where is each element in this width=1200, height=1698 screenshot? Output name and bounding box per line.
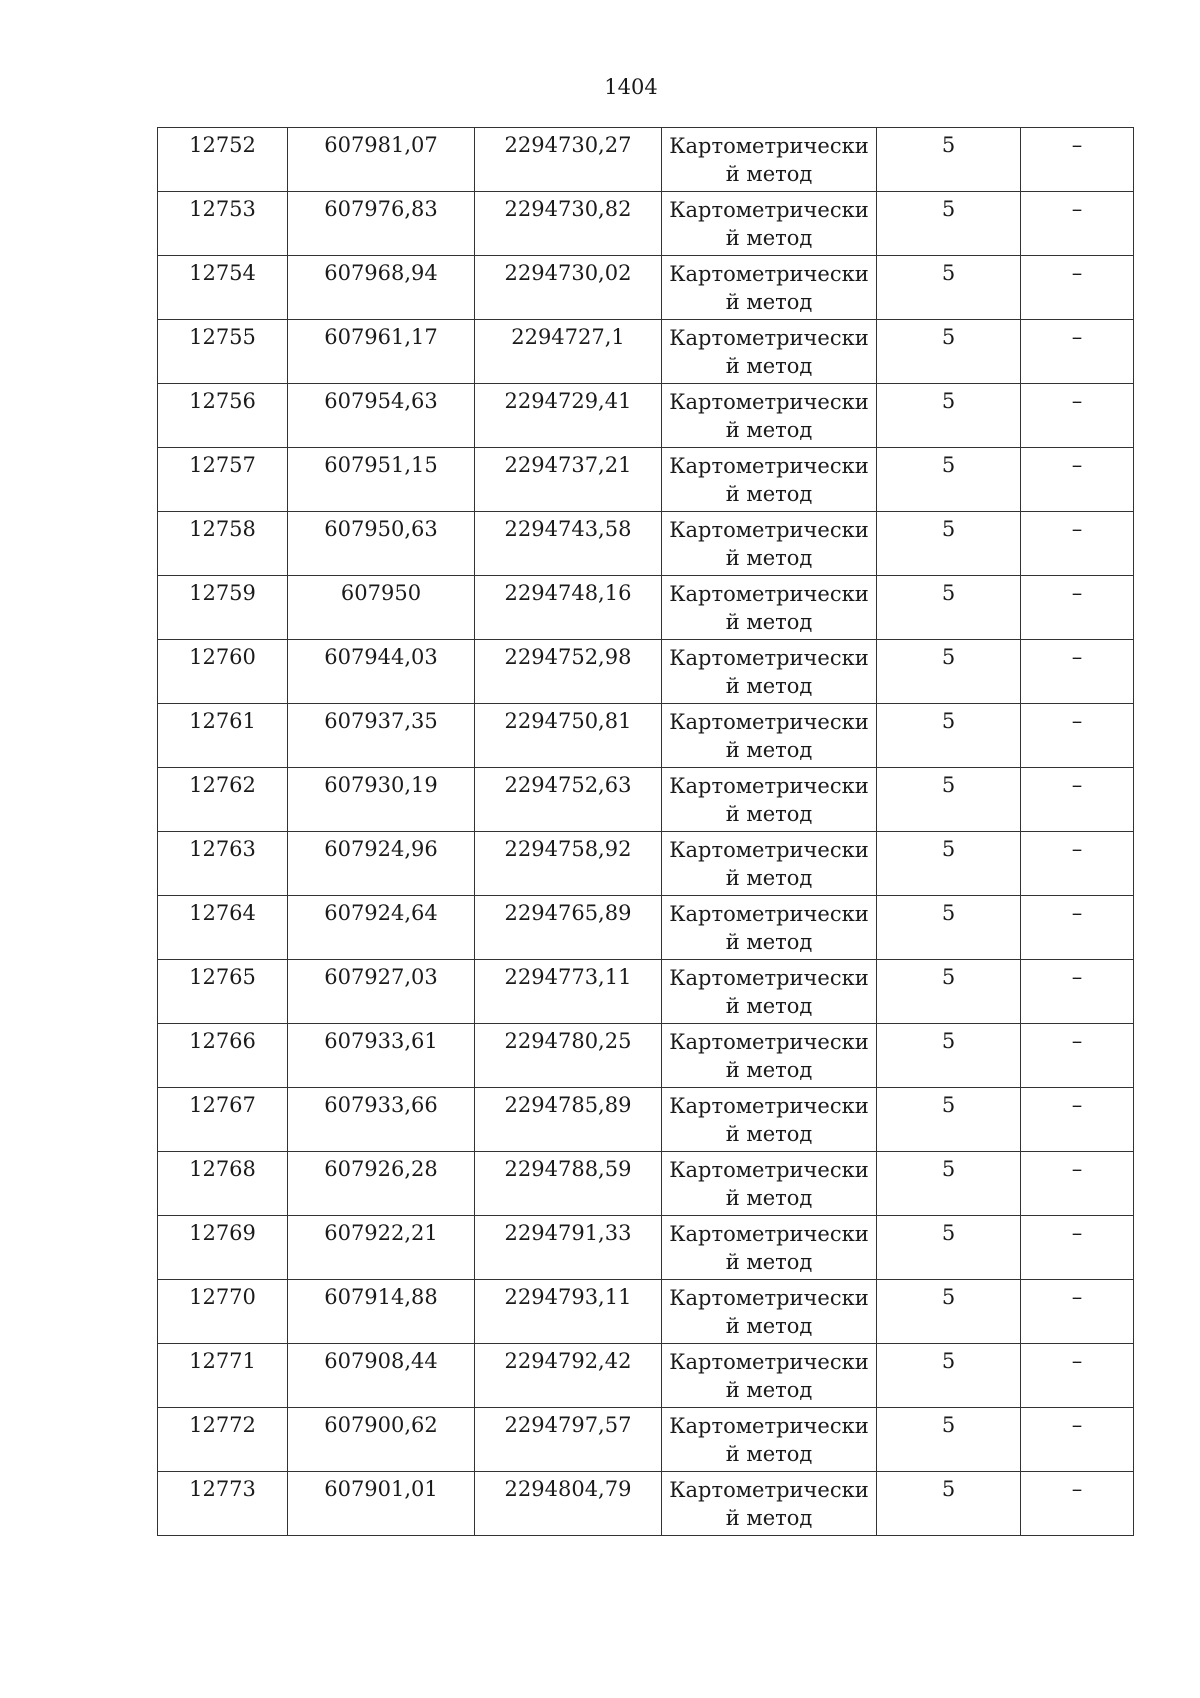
- point-number-cell: [158, 1472, 288, 1536]
- table-row: [158, 1408, 1134, 1472]
- note-cell-text: –: [1071, 1157, 1083, 1181]
- point-number-cell: [158, 256, 288, 320]
- note-cell: [1021, 896, 1134, 960]
- y-coordinate-cell-text: 2294752,98: [504, 645, 632, 669]
- point-number-cell: [158, 768, 288, 832]
- accuracy-cell-text: 5: [941, 645, 956, 669]
- note-cell-text: –: [1071, 965, 1083, 989]
- note-cell: [1021, 768, 1134, 832]
- method-cell-text: Картометрически й метод: [669, 518, 869, 570]
- table-row: [158, 1024, 1134, 1088]
- accuracy-cell-text: 5: [941, 901, 956, 925]
- note-cell: [1021, 320, 1134, 384]
- method-cell: [662, 512, 877, 576]
- note-cell: [1021, 960, 1134, 1024]
- x-coordinate-cell: [288, 896, 475, 960]
- method-cell-text: Картометрически й метод: [669, 262, 869, 314]
- method-cell-text: Картометрически й метод: [669, 966, 869, 1018]
- note-cell-text: –: [1071, 389, 1083, 413]
- table-row: [158, 320, 1134, 384]
- method-cell: [662, 1024, 877, 1088]
- coordinates-table: [157, 127, 1134, 1536]
- y-coordinate-cell: [475, 704, 662, 768]
- y-coordinate-cell: [475, 256, 662, 320]
- point-number-cell: [158, 1088, 288, 1152]
- accuracy-cell: [877, 576, 1021, 640]
- y-coordinate-cell-text: 2294792,42: [504, 1349, 632, 1373]
- point-number-cell: [158, 1408, 288, 1472]
- point-number-cell: [158, 1152, 288, 1216]
- y-coordinate-cell-text: 2294743,58: [504, 517, 632, 541]
- method-cell: [662, 960, 877, 1024]
- table-row: [158, 1088, 1134, 1152]
- note-cell: [1021, 1344, 1134, 1408]
- accuracy-cell-text: 5: [941, 1093, 956, 1117]
- accuracy-cell: [877, 256, 1021, 320]
- note-cell-text: –: [1071, 517, 1083, 541]
- table-row: [158, 256, 1134, 320]
- x-coordinate-cell-text: 607900,62: [324, 1413, 438, 1437]
- table-row: [158, 1344, 1134, 1408]
- accuracy-cell: [877, 1088, 1021, 1152]
- accuracy-cell-text: 5: [941, 1221, 956, 1245]
- point-number-cell-text: 12758: [189, 517, 256, 541]
- y-coordinate-cell-text: 2294791,33: [504, 1221, 632, 1245]
- x-coordinate-cell: [288, 1024, 475, 1088]
- y-coordinate-cell: [475, 896, 662, 960]
- x-coordinate-cell-text: 607926,28: [324, 1157, 438, 1181]
- note-cell-text: –: [1071, 837, 1083, 861]
- y-coordinate-cell: [475, 640, 662, 704]
- y-coordinate-cell-text: 2294748,16: [504, 581, 632, 605]
- point-number-cell: [158, 1344, 288, 1408]
- method-cell-text: Картометрически й метод: [669, 582, 869, 634]
- y-coordinate-cell-text: 2294780,25: [504, 1029, 632, 1053]
- y-coordinate-cell-text: 2294730,27: [504, 133, 632, 157]
- table-row: [158, 960, 1134, 1024]
- method-cell-text: Картометрически й метод: [669, 1478, 869, 1530]
- x-coordinate-cell: [288, 512, 475, 576]
- note-cell: [1021, 192, 1134, 256]
- note-cell-text: –: [1071, 1221, 1083, 1245]
- method-cell-text: Картометрически й метод: [669, 838, 869, 890]
- point-number-cell-text: 12762: [189, 773, 256, 797]
- x-coordinate-cell-text: 607933,61: [324, 1029, 438, 1053]
- accuracy-cell-text: 5: [941, 1029, 956, 1053]
- accuracy-cell-text: 5: [941, 1413, 956, 1437]
- x-coordinate-cell: [288, 448, 475, 512]
- point-number-cell: [158, 128, 288, 192]
- note-cell: [1021, 1088, 1134, 1152]
- point-number-cell: [158, 896, 288, 960]
- note-cell-text: –: [1071, 261, 1083, 285]
- point-number-cell-text: 12766: [189, 1029, 256, 1053]
- y-coordinate-cell-text: 2294727,1: [511, 325, 625, 349]
- method-cell-text: Картометрически й метод: [669, 1158, 869, 1210]
- method-cell-text: Картометрически й метод: [669, 198, 869, 250]
- accuracy-cell: [877, 1152, 1021, 1216]
- x-coordinate-cell: [288, 128, 475, 192]
- method-cell-text: Картометрически й метод: [669, 1030, 869, 1082]
- y-coordinate-cell: [475, 1472, 662, 1536]
- table-row: [158, 1152, 1134, 1216]
- table-row: [158, 448, 1134, 512]
- table-row: [158, 1216, 1134, 1280]
- note-cell-text: –: [1071, 1093, 1083, 1117]
- method-cell: [662, 1216, 877, 1280]
- point-number-cell: [158, 448, 288, 512]
- x-coordinate-cell-text: 607922,21: [324, 1221, 438, 1245]
- method-cell: [662, 832, 877, 896]
- method-cell-text: Картометрически й метод: [669, 390, 869, 442]
- accuracy-cell: [877, 1024, 1021, 1088]
- accuracy-cell-text: 5: [941, 453, 956, 477]
- y-coordinate-cell-text: 2294730,02: [504, 261, 632, 285]
- accuracy-cell-text: 5: [941, 389, 956, 413]
- x-coordinate-cell: [288, 320, 475, 384]
- point-number-cell-text: 12763: [189, 837, 256, 861]
- x-coordinate-cell-text: 607908,44: [324, 1349, 438, 1373]
- note-cell: [1021, 640, 1134, 704]
- point-number-cell-text: 12753: [189, 197, 256, 221]
- point-number-cell-text: 12765: [189, 965, 256, 989]
- accuracy-cell-text: 5: [941, 581, 956, 605]
- point-number-cell-text: 12767: [189, 1093, 256, 1117]
- method-cell-text: Картометрически й метод: [669, 902, 869, 954]
- x-coordinate-cell-text: 607968,94: [324, 261, 438, 285]
- note-cell-text: –: [1071, 1285, 1083, 1309]
- method-cell: [662, 576, 877, 640]
- x-coordinate-cell-text: 607924,96: [324, 837, 438, 861]
- y-coordinate-cell-text: 2294737,21: [504, 453, 632, 477]
- table-row: [158, 576, 1134, 640]
- note-cell: [1021, 1408, 1134, 1472]
- note-cell: [1021, 704, 1134, 768]
- y-coordinate-cell: [475, 512, 662, 576]
- note-cell: [1021, 1024, 1134, 1088]
- accuracy-cell-text: 5: [941, 1285, 956, 1309]
- accuracy-cell: [877, 832, 1021, 896]
- note-cell-text: –: [1071, 645, 1083, 669]
- x-coordinate-cell: [288, 1088, 475, 1152]
- note-cell: [1021, 1472, 1134, 1536]
- y-coordinate-cell-text: 2294752,63: [504, 773, 632, 797]
- accuracy-cell-text: 5: [941, 517, 956, 541]
- x-coordinate-cell-text: 607927,03: [324, 965, 438, 989]
- method-cell-text: Картометрически й метод: [669, 774, 869, 826]
- x-coordinate-cell: [288, 832, 475, 896]
- point-number-cell-text: 12773: [189, 1477, 256, 1501]
- point-number-cell-text: 12769: [189, 1221, 256, 1245]
- accuracy-cell: [877, 192, 1021, 256]
- accuracy-cell: [877, 320, 1021, 384]
- method-cell-text: Картометрически й метод: [669, 710, 869, 762]
- table-row: [158, 192, 1134, 256]
- point-number-cell-text: 12759: [189, 581, 256, 605]
- table-row: [158, 704, 1134, 768]
- y-coordinate-cell-text: 2294773,11: [504, 965, 632, 989]
- point-number-cell: [158, 1280, 288, 1344]
- point-number-cell: [158, 1024, 288, 1088]
- x-coordinate-cell: [288, 1152, 475, 1216]
- note-cell: [1021, 832, 1134, 896]
- page-number: 1404: [604, 75, 658, 99]
- table-row: [158, 896, 1134, 960]
- table-row: [158, 128, 1134, 192]
- point-number-cell-text: 12768: [189, 1157, 256, 1181]
- y-coordinate-cell: [475, 128, 662, 192]
- note-cell-text: –: [1071, 1029, 1083, 1053]
- method-cell-text: Картометрически й метод: [669, 1222, 869, 1274]
- x-coordinate-cell-text: 607914,88: [324, 1285, 438, 1309]
- y-coordinate-cell: [475, 1088, 662, 1152]
- x-coordinate-cell-text: 607961,17: [324, 325, 438, 349]
- note-cell: [1021, 448, 1134, 512]
- x-coordinate-cell: [288, 1344, 475, 1408]
- y-coordinate-cell: [475, 576, 662, 640]
- method-cell-text: Картометрически й метод: [669, 1414, 869, 1466]
- x-coordinate-cell: [288, 576, 475, 640]
- point-number-cell: [158, 640, 288, 704]
- method-cell: [662, 192, 877, 256]
- y-coordinate-cell-text: 2294788,59: [504, 1157, 632, 1181]
- point-number-cell-text: 12754: [189, 261, 256, 285]
- point-number-cell-text: 12755: [189, 325, 256, 349]
- coordinates-table-body: [158, 128, 1134, 1536]
- method-cell-text: Картометрически й метод: [669, 1350, 869, 1402]
- note-cell-text: –: [1071, 709, 1083, 733]
- x-coordinate-cell: [288, 768, 475, 832]
- x-coordinate-cell-text: 607954,63: [324, 389, 438, 413]
- x-coordinate-cell: [288, 1280, 475, 1344]
- point-number-cell: [158, 704, 288, 768]
- x-coordinate-cell: [288, 960, 475, 1024]
- accuracy-cell-text: 5: [941, 133, 956, 157]
- y-coordinate-cell: [475, 1216, 662, 1280]
- accuracy-cell-text: 5: [941, 837, 956, 861]
- table-row: [158, 640, 1134, 704]
- point-number-cell: [158, 384, 288, 448]
- accuracy-cell: [877, 1344, 1021, 1408]
- method-cell: [662, 448, 877, 512]
- y-coordinate-cell-text: 2294797,57: [504, 1413, 632, 1437]
- point-number-cell-text: 12770: [189, 1285, 256, 1309]
- y-coordinate-cell-text: 2294729,41: [504, 389, 632, 413]
- method-cell-text: Картометрически й метод: [669, 1094, 869, 1146]
- method-cell: [662, 1280, 877, 1344]
- y-coordinate-cell: [475, 1152, 662, 1216]
- note-cell: [1021, 1152, 1134, 1216]
- note-cell: [1021, 1216, 1134, 1280]
- x-coordinate-cell-text: 607950,63: [324, 517, 438, 541]
- note-cell-text: –: [1071, 901, 1083, 925]
- method-cell-text: Картометрически й метод: [669, 326, 869, 378]
- method-cell: [662, 768, 877, 832]
- y-coordinate-cell: [475, 1280, 662, 1344]
- method-cell: [662, 704, 877, 768]
- method-cell: [662, 256, 877, 320]
- note-cell: [1021, 256, 1134, 320]
- note-cell: [1021, 512, 1134, 576]
- y-coordinate-cell: [475, 448, 662, 512]
- point-number-cell-text: 12756: [189, 389, 256, 413]
- note-cell-text: –: [1071, 773, 1083, 797]
- y-coordinate-cell-text: 2294730,82: [504, 197, 632, 221]
- x-coordinate-cell: [288, 192, 475, 256]
- x-coordinate-cell-text: 607976,83: [324, 197, 438, 221]
- y-coordinate-cell: [475, 1408, 662, 1472]
- note-cell: [1021, 576, 1134, 640]
- note-cell-text: –: [1071, 1477, 1083, 1501]
- method-cell: [662, 320, 877, 384]
- note-cell: [1021, 384, 1134, 448]
- x-coordinate-cell-text: 607944,03: [324, 645, 438, 669]
- y-coordinate-cell: [475, 832, 662, 896]
- method-cell: [662, 128, 877, 192]
- note-cell-text: –: [1071, 133, 1083, 157]
- x-coordinate-cell: [288, 384, 475, 448]
- table-row: [158, 1472, 1134, 1536]
- y-coordinate-cell: [475, 1024, 662, 1088]
- note-cell-text: –: [1071, 197, 1083, 221]
- point-number-cell-text: 12760: [189, 645, 256, 669]
- point-number-cell: [158, 512, 288, 576]
- y-coordinate-cell: [475, 320, 662, 384]
- method-cell-text: Картометрически й метод: [669, 454, 869, 506]
- x-coordinate-cell: [288, 704, 475, 768]
- note-cell-text: –: [1071, 581, 1083, 605]
- accuracy-cell: [877, 1472, 1021, 1536]
- y-coordinate-cell-text: 2294785,89: [504, 1093, 632, 1117]
- y-coordinate-cell-text: 2294793,11: [504, 1285, 632, 1309]
- note-cell-text: –: [1071, 1349, 1083, 1373]
- accuracy-cell: [877, 1216, 1021, 1280]
- x-coordinate-cell-text: 607981,07: [324, 133, 438, 157]
- x-coordinate-cell: [288, 1408, 475, 1472]
- accuracy-cell-text: 5: [941, 1349, 956, 1373]
- accuracy-cell-text: 5: [941, 197, 956, 221]
- x-coordinate-cell-text: 607901,01: [324, 1477, 438, 1501]
- accuracy-cell-text: 5: [941, 1157, 956, 1181]
- method-cell: [662, 1088, 877, 1152]
- y-coordinate-cell-text: 2294758,92: [504, 837, 632, 861]
- accuracy-cell-text: 5: [941, 773, 956, 797]
- point-number-cell-text: 12764: [189, 901, 256, 925]
- note-cell-text: –: [1071, 453, 1083, 477]
- y-coordinate-cell-text: 2294750,81: [504, 709, 632, 733]
- accuracy-cell: [877, 640, 1021, 704]
- method-cell: [662, 1344, 877, 1408]
- x-coordinate-cell-text: 607924,64: [324, 901, 438, 925]
- method-cell: [662, 896, 877, 960]
- x-coordinate-cell-text: 607930,19: [324, 773, 438, 797]
- y-coordinate-cell-text: 2294765,89: [504, 901, 632, 925]
- y-coordinate-cell: [475, 1344, 662, 1408]
- point-number-cell-text: 12761: [189, 709, 256, 733]
- point-number-cell-text: 12771: [189, 1349, 256, 1373]
- point-number-cell: [158, 832, 288, 896]
- y-coordinate-cell-text: 2294804,79: [504, 1477, 632, 1501]
- note-cell: [1021, 128, 1134, 192]
- method-cell-text: Картометрически й метод: [669, 646, 869, 698]
- accuracy-cell-text: 5: [941, 1477, 956, 1501]
- table-row: [158, 1280, 1134, 1344]
- accuracy-cell: [877, 896, 1021, 960]
- point-number-cell-text: 12752: [189, 133, 256, 157]
- x-coordinate-cell-text: 607937,35: [324, 709, 438, 733]
- x-coordinate-cell-text: 607951,15: [324, 453, 438, 477]
- note-cell: [1021, 1280, 1134, 1344]
- point-number-cell: [158, 320, 288, 384]
- point-number-cell-text: 12772: [189, 1413, 256, 1437]
- point-number-cell: [158, 192, 288, 256]
- y-coordinate-cell: [475, 192, 662, 256]
- y-coordinate-cell: [475, 384, 662, 448]
- x-coordinate-cell-text: 607950: [340, 581, 422, 605]
- method-cell-text: Картометрически й метод: [669, 1286, 869, 1338]
- accuracy-cell-text: 5: [941, 325, 956, 349]
- accuracy-cell: [877, 768, 1021, 832]
- accuracy-cell: [877, 128, 1021, 192]
- table-row: [158, 768, 1134, 832]
- x-coordinate-cell-text: 607933,66: [324, 1093, 438, 1117]
- accuracy-cell-text: 5: [941, 709, 956, 733]
- note-cell-text: –: [1071, 1413, 1083, 1437]
- point-number-cell: [158, 576, 288, 640]
- y-coordinate-cell: [475, 960, 662, 1024]
- method-cell: [662, 384, 877, 448]
- accuracy-cell: [877, 1280, 1021, 1344]
- method-cell: [662, 1152, 877, 1216]
- method-cell: [662, 1472, 877, 1536]
- method-cell: [662, 640, 877, 704]
- table-row: [158, 384, 1134, 448]
- table-row: [158, 832, 1134, 896]
- note-cell-text: –: [1071, 325, 1083, 349]
- y-coordinate-cell: [475, 768, 662, 832]
- point-number-cell: [158, 1216, 288, 1280]
- point-number-cell: [158, 960, 288, 1024]
- accuracy-cell: [877, 512, 1021, 576]
- x-coordinate-cell: [288, 1216, 475, 1280]
- accuracy-cell-text: 5: [941, 261, 956, 285]
- accuracy-cell-text: 5: [941, 965, 956, 989]
- table-row: [158, 512, 1134, 576]
- accuracy-cell: [877, 1408, 1021, 1472]
- accuracy-cell: [877, 704, 1021, 768]
- accuracy-cell: [877, 960, 1021, 1024]
- point-number-cell-text: 12757: [189, 453, 256, 477]
- x-coordinate-cell: [288, 256, 475, 320]
- method-cell: [662, 1408, 877, 1472]
- method-cell-text: Картометрически й метод: [669, 134, 869, 186]
- accuracy-cell: [877, 448, 1021, 512]
- x-coordinate-cell: [288, 640, 475, 704]
- x-coordinate-cell: [288, 1472, 475, 1536]
- accuracy-cell: [877, 384, 1021, 448]
